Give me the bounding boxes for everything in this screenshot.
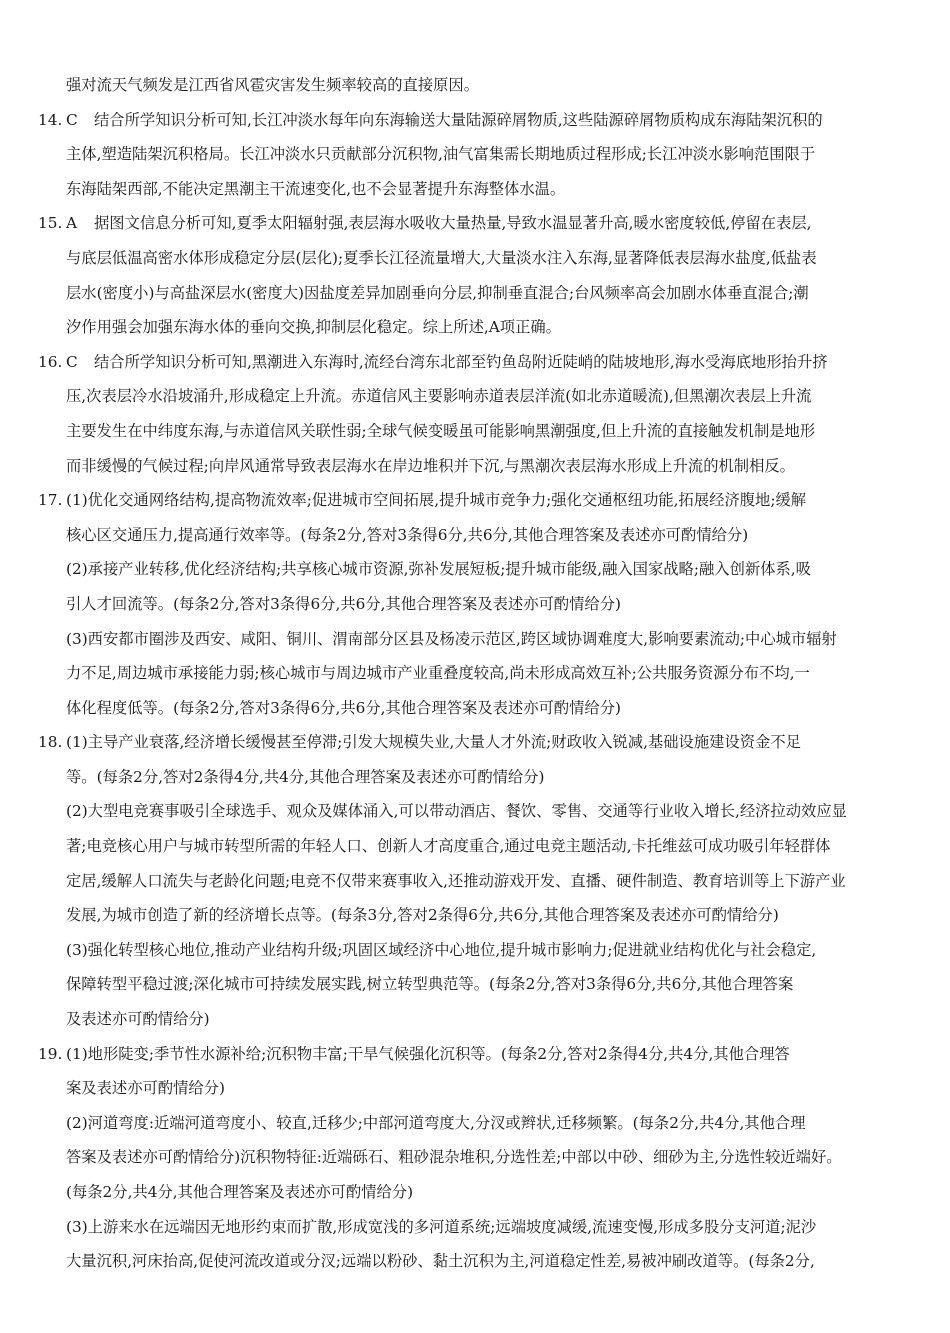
q18-part1-line-2: 等。(每条2分,答对2条得4分,共4分,其他合理答案及表述亦可酌情给分) <box>66 767 545 786</box>
explanation-text: 据图文信息分析可知,夏季太阳辐射强,表层海水吸收大量热量,导致水温显著升高,暖水密度较低,停留在表层, <box>94 214 812 233</box>
intro-line: 强对流天气频发是江西省风雹灾害发生频率较高的直接原因。 <box>66 76 480 94</box>
q18-part3-line-3: 及表述亦可酌情给分) <box>66 1010 210 1029</box>
choice-answer: C <box>66 110 78 129</box>
q16-line-4: 而非缓慢的气候过程;向岸风通常导致表层海水在岸边堆积并下沉,与黑潮次表层海水形成上升流的机制相反。 <box>66 456 795 475</box>
q16-line-3: 主要发生在中纬度东海,与赤道信风关联性弱;全球气候变暖虽可能影响黑潮强度,但上升流的直接触发机制是地形 <box>66 421 816 440</box>
question-number: 16. <box>38 352 63 371</box>
q17-part2-line-2: 引人才回流等。(每条2分,答对3条得6分,共6分,其他合理答案及表述亦可酌情给分) <box>66 594 621 613</box>
question-number: 17. <box>38 491 63 510</box>
q18-part2-line-2: 著;电竞核心用户与城市转型所需的年轻人口、创新人才高度重合,通过电竞主题活动,卡托维兹可成功吸引年轻群体 <box>66 837 831 856</box>
q19-part3-line-2: 大量沉积,河床抬高,促使河流改道或分汊;远端以粉砂、黏土沉积为主,河道稳定性差,易被冲刷改道等。(每条2分, <box>66 1252 815 1271</box>
q18-part3-line-2: 保障转型平稳过渡;深化城市可持续发展实践,树立转型典范等。(每条2分,答对3条得6分,共6分,其他合理答案 <box>66 975 794 994</box>
q14-line-2: 主体,塑造陆架沉积格局。长江冲淡水只贡献部分沉积物,油气富集需长期地质过程形成;长江冲淡水影响范围限于 <box>66 145 816 164</box>
q19-part3-line-1: (3)上游来水在远端因无地形约束而扩散,形成宽浅的多河道系统;远端坡度减缓,流速变慢,形成多股分支河道;泥沙 <box>66 1217 817 1236</box>
q17-part2-line-1: (2)承接产业转移,优化经济结构;共享核心城市资源,弥补发展短板;提升城市能级,融入国家战略;融入创新体系,吸 <box>66 560 811 579</box>
answer-text: (1)主导产业衰落,经济增长缓慢甚至停滞;引发大规模失业,大量人才外流;财政收入锐减,基础设施建设资金不足 <box>66 733 801 752</box>
question-number: 15. <box>38 214 63 233</box>
q18-part3-line-1: (3)强化转型核心地位,推动产业结构升级;巩固区域经济中心地位,提升城市影响力;促进就业结构优化与社会稳定, <box>66 940 817 959</box>
q19-part1-line-2: 案及表述亦可酌情给分) <box>66 1079 225 1098</box>
question-number: 19. <box>38 1044 63 1063</box>
answer-text: (1)地形陡变;季节性水源补给;沉积物丰富;干旱气候强化沉积等。(每条2分,答对2条得4分,共4分,其他合理答 <box>66 1044 790 1063</box>
q17-part1-line-1 <box>38 487 912 513</box>
q19-part2-line-2: 答案及表述亦可酌情给分)沉积物特征:近端砾石、粗砂混杂堆积,分选性差;中部以中砂、细砂为主,分选性较近端好。 <box>66 1148 842 1167</box>
q17-part3-line-2: 力不足,周边城市承接能力弱;核心城市与周边城市产业重叠度较高,尚未形成高效互补;公共服务资源分布不均,一 <box>66 664 810 683</box>
choice-answer: A <box>66 214 78 233</box>
q18-part2-line-1: (2)大型电竞赛事吸引全球选手、观众及媒体涌入,可以带动酒店、餐饮、零售、交通等行业收入增长,经济拉动效应显 <box>66 802 847 821</box>
q16-line-2: 压,次表层冷水沿坡涌升,形成稳定上升流。赤道信风主要影响赤道表层洋流(如北赤道暖流),但黑潮次表层上升流 <box>66 387 812 406</box>
q19-part1-line-1 <box>38 1041 912 1067</box>
q16-line-1 <box>38 349 912 375</box>
explanation-text: 结合所学知识分析可知,黑潮进入东海时,流经台湾东北部至钓鱼岛附近陡峭的陆坡地形,海水受海底地形抬升挤 <box>94 352 828 371</box>
q14-line-1 <box>38 107 912 133</box>
q17-part3-line-3: 体化程度低等。(每条2分,答对3条得6分,共6分,其他合理答案及表述亦可酌情给分) <box>66 698 621 717</box>
q15-line-2: 与底层低温高密水体形成稳定分层(层化);夏季长江径流量增大,大量淡水注入东海,显著降低表层海水盐度,低盐表 <box>66 248 817 267</box>
q19-part2-line-1: (2)河道弯度:近端河道弯度小、较直,迁移少;中部河道弯度大,分汊或辫状,迁移频繁。(每条2分,共4分,其他合理 <box>66 1113 806 1132</box>
q14-line-3: 东海陆架西部,不能决定黑潮主干流速变化,也不会显著提升东海整体水温。 <box>66 179 566 198</box>
question-number: 14. <box>38 110 63 129</box>
q18-part1-line-1 <box>38 729 912 755</box>
explanation-text: 结合所学知识分析可知,长江冲淡水每年向东海输送大量陆源碎屑物质,这些陆源碎屑物质构成东海陆架沉积的 <box>94 110 823 129</box>
q15-line-3: 层水(密度小)与高盐深层水(密度大)因盐度差异加剧垂向分层,抑制垂直混合;台风频率高会加剧水体垂直混合;潮 <box>66 283 809 302</box>
q17-part1-line-2: 核心区交通压力,提高通行效率等。(每条2分,答对3条得6分,共6分,其他合理答案及表述亦可酌情给分) <box>66 525 749 544</box>
choice-answer: C <box>66 352 78 371</box>
q15-line-1 <box>38 210 912 236</box>
q18-part2-line-3: 定居,缓解人口流失与老龄化问题;电竞不仅带来赛事收入,还推动游戏开发、直播、硬件制造、教育培训等上下游产业 <box>66 871 846 890</box>
q17-part3-line-1: (3)西安都市圈涉及西安、咸阳、铜川、渭南部分区县及杨凌示范区,跨区域协调难度大,影响要素流动;中心城市辐射 <box>66 629 837 648</box>
answer-text: (1)优化交通网络结构,提高物流效率;促进城市空间拓展,提升城市竞争力;强化交通枢纽功能,拓展经济腹地;缓解 <box>66 491 807 510</box>
q15-line-4: 汐作用强会加强东海水体的垂向交换,抑制层化稳定。综上所述,A项正确。 <box>66 318 561 337</box>
q18-part2-line-4: 发展,为城市创造了新的经济增长点等。(每条3分,答对2条得6分,共6分,其他合理答案及表述亦可酌情给分) <box>66 906 779 925</box>
q19-part2-line-3: (每条2分,共4分,其他合理答案及表述亦可酌情给分) <box>66 1183 414 1201</box>
question-number: 18. <box>38 733 63 752</box>
